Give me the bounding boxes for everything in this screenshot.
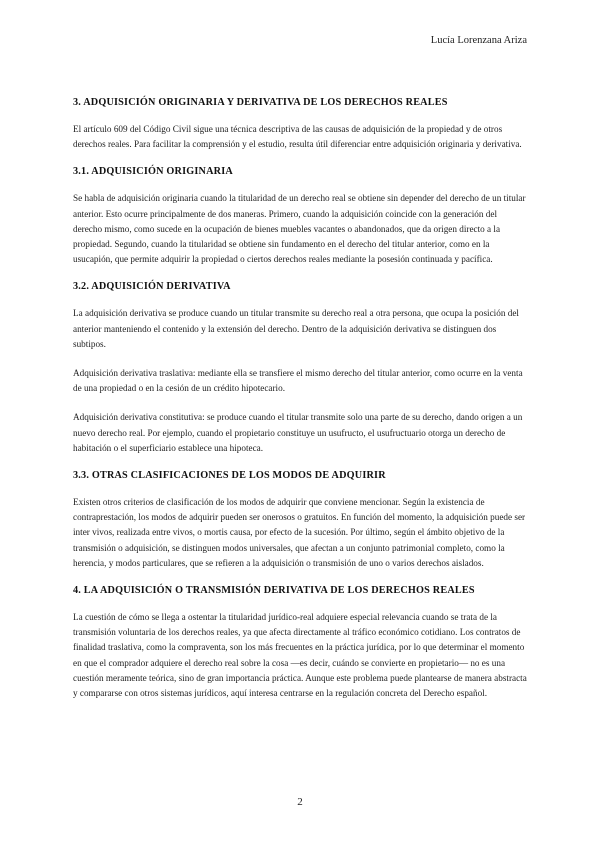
paragraph: Adquisición derivativa traslativa: mediante ella se transfiere el mismo derecho del titular anterior, como ocurre en la venta de una propiedad o en la cesión de un crédito hipotecario. — [73, 368, 523, 394]
section-3-2 — [73, 281, 528, 456]
paragraph: Existen otros criterios de clasificación de los modos de adquirir que conviene mencionar. Según la existencia de contraprestación, los modos de adquirir pueden ser onerosos o gratuitos. En función del momento, la adquisición puede ser inter vivos, realizada entre vivos, o mortis causa, por efecto de la sucesión. Por último, según el ámbito objetivo de la transmisión o adquisición, se distinguen modos universales, que afectan a un conjunto patrimonial completo, como la herencia, y modos particulares, que se refieren a la adquisición o transmisión de uno o varios derechos aislados. — [73, 497, 526, 568]
section-3-3 — [73, 470, 528, 571]
section-3-1 — [73, 166, 528, 267]
paragraph: Se habla de adquisición originaria cuando la titularidad de un derecho real se obtiene sin depender del derecho de un titular anterior. Esto ocurre principalmente de dos maneras. Primero, cuando la adquisición coincide con la generación del derecho mismo, como sucede en la ocupación de bienes muebles vacantes o abandonados, que da origen directo a la propiedad. Segundo, cuando la titularidad se obtiene sin fundamento en el derecho del titular anterior, como en la usucapión, que permite adquirir la propiedad o ciertos derechos reales mediante la posesión continuada y pacífica. — [73, 193, 526, 265]
section-4 — [73, 585, 528, 701]
section-heading: 3.3. OTRAS CLASIFICACIONES DE LOS MODOS DE ADQUIRIR — [73, 470, 386, 482]
paragraph: Adquisición derivativa constitutiva: se produce cuando el titular transmite solo una parte de su derecho, dando origen a un nuevo derecho real. Por ejemplo, cuando el propietario constituye un usufructo, el usufructuario otorga un derecho de habitación o el superficiario establece una hipoteca. — [73, 412, 523, 453]
section-heading: 3.1. ADQUISICIÓN ORIGINARIA — [73, 166, 233, 178]
header-author: Lucía Lorenzana Ariza — [430, 35, 527, 46]
section-3 — [73, 97, 528, 152]
section-heading: 4. LA ADQUISICIÓN O TRANSMISIÓN DERIVATIVA DE LOS DERECHOS REALES — [73, 585, 475, 597]
document-body — [73, 97, 528, 715]
section-heading: 3. ADQUISICIÓN ORIGINARIA Y DERIVATIVA DE LOS DERECHOS REALES — [73, 97, 448, 108]
section-heading: 3.2. ADQUISICIÓN DERIVATIVA — [73, 281, 231, 293]
paragraph: La adquisición derivativa se produce cuando un titular transmite su derecho real a otra persona, que ocupa la posición del anterior manteniendo el contenido y la extensión del derecho. Dentro de la adquisición derivativa se distinguen dos subtipos. — [73, 308, 519, 349]
paragraph: El artículo 609 del Código Civil sigue una técnica descriptiva de las causas de adquisición de la propiedad y de otros derechos reales. Para facilitar la comprensión y el estudio, resulta útil diferenciar entre adquisición originaria y derivativa. — [73, 124, 522, 150]
page-number: 2 — [297, 796, 303, 808]
paragraph: La cuestión de cómo se llega a ostentar la titularidad jurídico-real adquiere especial relevancia cuando se trata de la transmisión voluntaria de los derechos reales, ya que afecta directamente al tráfico económico cotidiano. Los contratos de finalidad traslativa, como la compraventa, son los más frecuentes en la práctica jurídica, por lo que determinar el momento en que el comprador adquiere el derecho real sobre la cosa —es decir, cuándo se convierte en propietario— no es una cuestión meramente teórica, sino de gran importancia práctica. Aunque este problema puede plantearse de manera abstracta y compararse con otros sistemas jurídicos, aquí interesa centrarse en la regulación concreta del Derecho español. — [73, 612, 527, 699]
